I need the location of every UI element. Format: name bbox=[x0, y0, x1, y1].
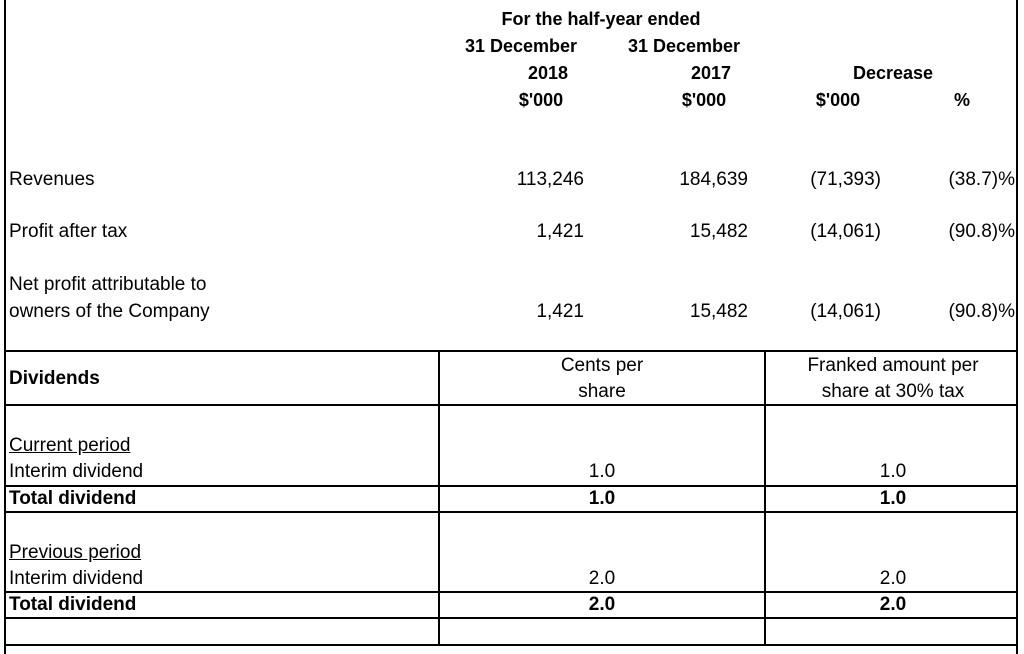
divider bbox=[4, 404, 1018, 406]
column-divider bbox=[764, 350, 766, 646]
previous-period-heading: Previous period bbox=[9, 542, 142, 563]
current-interim-label: Interim dividend bbox=[9, 461, 144, 482]
col2-date: 31 December bbox=[627, 36, 741, 56]
revenues-decrease: (71,393) bbox=[810, 169, 881, 190]
franked-header-line2: share at 30% tax bbox=[821, 381, 965, 402]
dividends-title: Dividends bbox=[9, 368, 100, 389]
table-frame bbox=[4, 0, 1018, 654]
total-rule bbox=[4, 617, 1018, 619]
net-profit-label-line2: owners of the Company bbox=[9, 301, 210, 322]
revenues-label: Revenues bbox=[9, 169, 95, 190]
previous-interim-franked: 2.0 bbox=[879, 568, 907, 589]
previous-interim-label: Interim dividend bbox=[9, 568, 144, 589]
current-total-cents: 1.0 bbox=[588, 488, 616, 509]
net-profit-2017: 15,482 bbox=[689, 301, 748, 322]
col2-year: 2017 bbox=[690, 63, 732, 83]
net-profit-2018: 1,421 bbox=[536, 301, 584, 322]
cents-header-line1: Cents per bbox=[560, 355, 644, 376]
total-rule bbox=[4, 485, 1018, 487]
col1-unit: $'000 bbox=[518, 90, 564, 110]
revenues-pct: (38.7)% bbox=[948, 169, 1015, 190]
current-total-franked: 1.0 bbox=[879, 488, 907, 509]
col1-date: 31 December bbox=[464, 36, 578, 56]
profit-pct: (90.8)% bbox=[948, 221, 1015, 242]
previous-interim-cents: 2.0 bbox=[588, 568, 616, 589]
previous-total-label: Total dividend bbox=[9, 594, 137, 615]
profit-label: Profit after tax bbox=[9, 221, 128, 242]
net-profit-pct: (90.8)% bbox=[948, 301, 1015, 322]
revenues-2018: 113,246 bbox=[516, 169, 584, 190]
profit-2017: 15,482 bbox=[689, 221, 748, 242]
period-title: For the half-year ended bbox=[501, 9, 701, 29]
col4-unit: % bbox=[953, 90, 971, 110]
divider bbox=[4, 644, 1018, 646]
decrease-header: Decrease bbox=[852, 63, 934, 83]
total-rule bbox=[4, 591, 1018, 593]
previous-total-franked: 2.0 bbox=[879, 594, 907, 615]
net-profit-decrease: (14,061) bbox=[810, 301, 881, 322]
col1-year: 2018 bbox=[527, 63, 569, 83]
total-rule bbox=[4, 511, 1018, 513]
franked-header-line1: Franked amount per bbox=[807, 355, 979, 376]
previous-total-cents: 2.0 bbox=[588, 594, 616, 615]
revenues-2017: 184,639 bbox=[679, 169, 748, 190]
current-interim-franked: 1.0 bbox=[879, 461, 907, 482]
current-interim-cents: 1.0 bbox=[588, 461, 616, 482]
current-total-label: Total dividend bbox=[9, 488, 137, 509]
col2-unit: $'000 bbox=[681, 90, 727, 110]
profit-decrease: (14,061) bbox=[810, 221, 881, 242]
profit-2018: 1,421 bbox=[536, 221, 584, 242]
divider bbox=[4, 350, 1018, 352]
net-profit-label-line1: Net profit attributable to bbox=[9, 274, 207, 295]
col3-unit: $'000 bbox=[815, 90, 861, 110]
current-period-heading: Current period bbox=[9, 435, 131, 456]
cents-header-line2: share bbox=[578, 381, 626, 402]
column-divider bbox=[438, 350, 440, 646]
